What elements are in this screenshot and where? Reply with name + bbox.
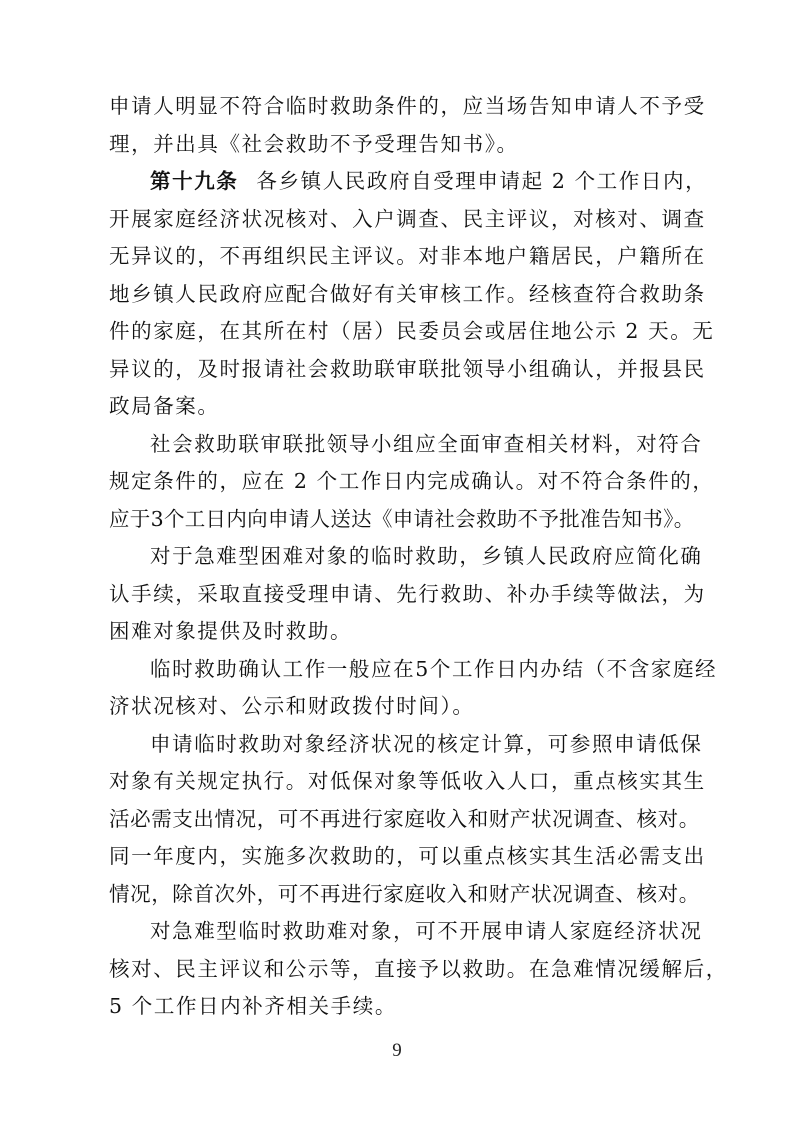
page-number: 9 [392,1040,402,1061]
text-line: 情况，除首次外，可不再进行家庭收入和财产状况调查、核对。 [109,881,700,906]
text-line: 济状况核对、公示和财政拨付时间）。 [109,694,475,718]
text-line: 认手续，采取直接受理申请、先行救助、补办手续等做法，为 [109,581,706,606]
text-line: 活必需支出情况，可不再进行家庭收入和财产状况调查、核对。 [109,806,700,831]
text-line: 理，并出具《社会救助不予受理告知书》。 [109,131,519,156]
text-line: 异议的，及时报请社会救助联审联批领导小组确认，并报县民 [109,356,706,381]
text-line: 对于急难型困难对象的临时救助，乡镇人民政府应简化确 [150,544,703,568]
text-line: 申请临时救助对象经济状况的核定计算，可参照申请低保 [150,731,703,756]
article-heading: 第十九条 [150,169,239,193]
text-line: 应于3个工日内向申请人送达《申请社会救助不予批准告知书》。 [109,506,695,531]
article-first-line [109,163,708,201]
text-line: 困难对象提供及时救助。 [109,619,353,643]
text-line: 开展家庭经济状况核对、入户调查、民主评议，对核对、调查 [109,206,706,231]
text-line: 临时救助确认工作一般应在5个工作日内办结（不含家庭经 [150,656,718,681]
text-line: 申请人明显不符合临时救助条件的，应当场告知申请人不予受 [109,94,706,118]
text-line: 5 个工作日内补齐相关手续。 [109,994,397,1018]
text-line: 规定条件的，应在 2 个工作日内完成确认。对不符合条件的， [109,469,715,493]
text-line: 社会救助联审联批领导小组应全面审查相关材料，对符合 [150,431,703,456]
text-line: 核对、民主评议和公示等，直接予以救助。在急难情况缓解后， [109,956,728,981]
document-body [109,88,728,1026]
text-span: 各乡镇人民政府自受理申请起 2 个工作日内， [256,169,708,193]
text-line: 无异议的，不再组织民主评议。对非本地户籍居民，户籍所在 [109,244,706,268]
text-line: 政局备案。 [109,394,220,418]
text-line: 件的家庭，在其所在村（居）民委员会或居住地公示 2 天。无 [109,319,715,343]
text-line: 对象有关规定执行。对低保对象等低收入人口，重点核实其生 [109,769,706,793]
text-line: 同一年度内，实施多次救助的，可以重点核实其生活必需支出 [109,844,706,868]
text-line: 对急难型临时救助难对象，可不开展申请人家庭经济状况 [150,919,703,943]
text-line: 地乡镇人民政府应配合做好有关审核工作。经核查符合救助条 [109,281,706,306]
